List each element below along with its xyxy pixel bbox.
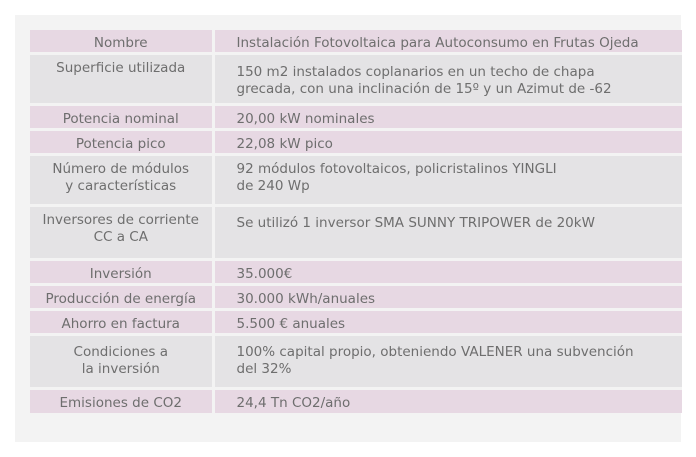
row-label-inversores: Inversores de corriente CC a CA: [30, 206, 213, 260]
table-row: [30, 130, 682, 155]
row-value-superficie: 150 m2 instalados coplanarios en un techo de chapa grecada, con una inclinación de 15º y un Azimut de -62: [213, 54, 682, 105]
row-value-potencia-nominal: 20,00 kW nominales: [213, 105, 682, 130]
row-label-inversion: Inversión: [30, 260, 213, 285]
table-row: [30, 105, 682, 130]
table-row: [30, 30, 682, 54]
row-value-produccion: 30.000 kWh/anuales: [213, 285, 682, 310]
row-label-potencia-nominal: Potencia nominal: [30, 105, 213, 130]
row-label-produccion: Producción de energía: [30, 285, 213, 310]
installation-spec-table: [30, 30, 682, 413]
row-value-condiciones: 100% capital propio, obteniendo VALENER una subvención del 32%: [213, 335, 682, 389]
table-row: [30, 335, 682, 389]
row-value-potencia-pico: 22,08 kW pico: [213, 130, 682, 155]
row-label-nombre: Nombre: [30, 30, 213, 54]
row-value-modulos: 92 módulos fotovoltaicos, policristalinos YINGLI de 240 Wp: [213, 155, 682, 206]
table-row: [30, 260, 682, 285]
table-row: [30, 155, 682, 206]
row-label-condiciones: Condiciones a la inversión: [30, 335, 213, 389]
row-value-nombre: Instalación Fotovoltaica para Autoconsumo en Frutas Ojeda: [213, 30, 682, 54]
row-value-inversores: Se utilizó 1 inversor SMA SUNNY TRIPOWER de 20kW: [213, 206, 682, 260]
spec-panel: [15, 15, 681, 442]
row-label-modulos: Número de módulos y características: [30, 155, 213, 206]
table-row: [30, 310, 682, 335]
table-row: [30, 206, 682, 260]
row-value-emisiones: 24,4 Tn CO2/año: [213, 389, 682, 413]
row-label-superficie: Superficie utilizada: [30, 54, 213, 105]
table-row: [30, 285, 682, 310]
row-label-potencia-pico: Potencia pico: [30, 130, 213, 155]
table-row: [30, 54, 682, 105]
row-value-ahorro: 5.500 € anuales: [213, 310, 682, 335]
table-row: [30, 389, 682, 413]
row-label-emisiones: Emisiones de CO2: [30, 389, 213, 413]
row-value-inversion: 35.000€: [213, 260, 682, 285]
row-label-ahorro: Ahorro en factura: [30, 310, 213, 335]
